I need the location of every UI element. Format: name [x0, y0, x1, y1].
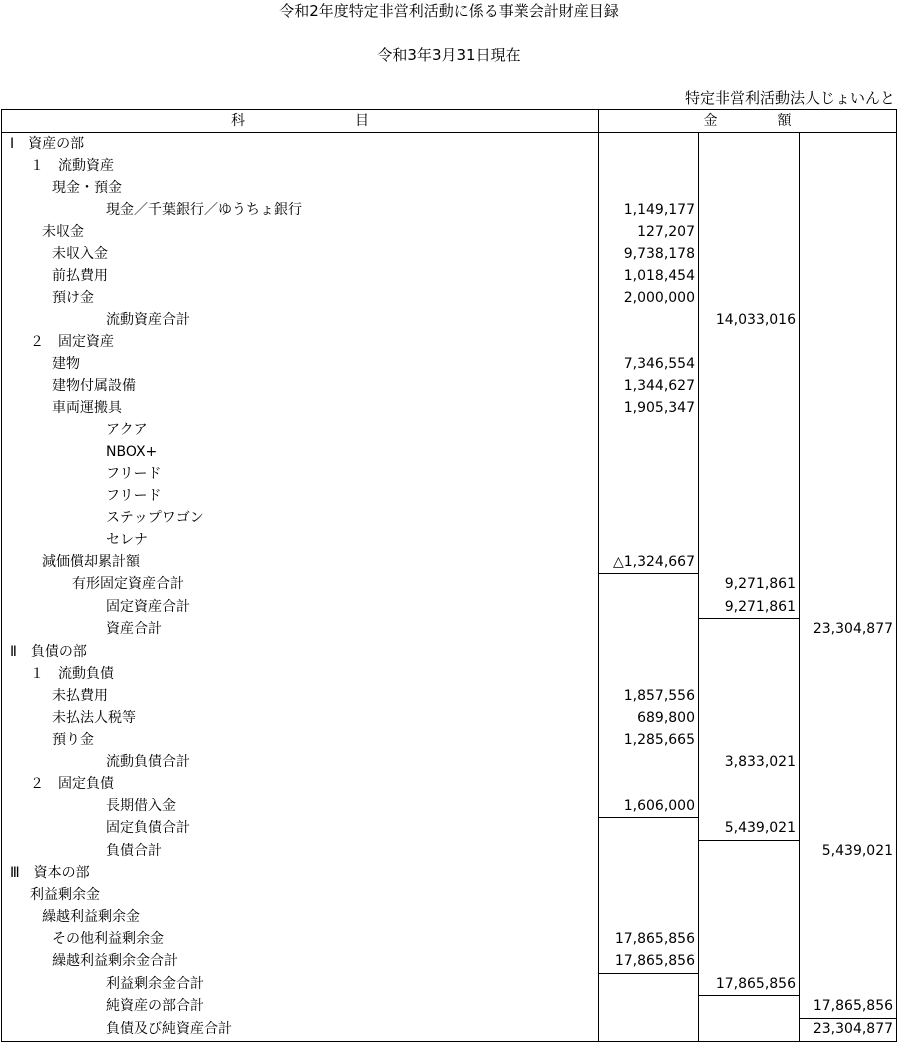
amount-col-2: 17,865,856 — [699, 973, 800, 996]
amount-col-3 — [800, 685, 897, 707]
amount-col-1: 689,800 — [599, 707, 699, 729]
amount-col-2 — [699, 663, 800, 685]
row-label: NBOX+ — [2, 441, 599, 463]
table-row — [2, 751, 897, 773]
property-inventory-table — [1, 109, 897, 1042]
amount-col-3 — [800, 265, 897, 287]
amount-col-3 — [800, 485, 897, 507]
row-label: 長期借入金 — [2, 795, 599, 818]
amount-col-1 — [599, 177, 699, 199]
row-label: 流動資産合計 — [2, 309, 599, 331]
table-row — [2, 795, 897, 818]
amount-col-2 — [699, 243, 800, 265]
amount-col-3 — [800, 707, 897, 729]
amount-col-2 — [699, 907, 800, 929]
amount-col-1 — [599, 885, 699, 907]
table-row — [2, 309, 897, 331]
amount-col-3 — [800, 133, 897, 156]
row-label: アクア — [2, 419, 599, 441]
row-label: 未払費用 — [2, 685, 599, 707]
amount-col-2: 3,833,021 — [699, 751, 800, 773]
row-label: その他利益剰余金 — [2, 929, 599, 951]
amount-col-2 — [699, 929, 800, 951]
row-label: 預け金 — [2, 287, 599, 309]
table-row — [2, 463, 897, 485]
table-row — [2, 485, 897, 507]
amount-col-2 — [699, 729, 800, 751]
table-row — [2, 707, 897, 729]
amount-col-1 — [599, 863, 699, 885]
amount-col-3 — [800, 419, 897, 441]
amount-col-2 — [699, 507, 800, 529]
row-label: セレナ — [2, 529, 599, 551]
amount-col-3 — [800, 199, 897, 221]
table-row — [2, 596, 897, 619]
amount-col-1 — [599, 596, 699, 619]
table-row — [2, 375, 897, 397]
amount-col-1 — [599, 441, 699, 463]
subject-header — [2, 110, 599, 133]
amount-col-2 — [699, 397, 800, 419]
row-label: 未収金 — [2, 221, 599, 243]
table-row — [2, 641, 897, 663]
amount-col-2 — [699, 1018, 800, 1041]
table-row — [2, 331, 897, 353]
amount-col-2: 9,271,861 — [699, 596, 800, 619]
amount-col-3 — [800, 973, 897, 996]
row-label: ２ 固定資産 — [2, 331, 599, 353]
table-row — [2, 199, 897, 221]
amount-col-2 — [699, 840, 800, 863]
row-label: 利益剰余金合計 — [2, 973, 599, 996]
amount-col-2 — [699, 885, 800, 907]
amount-col-2 — [699, 353, 800, 375]
amount-col-2 — [699, 265, 800, 287]
amount-col-3 — [800, 375, 897, 397]
amount-col-1: 17,865,856 — [599, 951, 699, 974]
amount-col-1 — [599, 529, 699, 551]
amount-col-2 — [699, 996, 800, 1019]
amount-col-1 — [599, 419, 699, 441]
amount-col-2: 14,033,016 — [699, 309, 800, 331]
row-label: 預り金 — [2, 729, 599, 751]
table-row — [2, 885, 897, 907]
amount-col-2 — [699, 951, 800, 974]
amount-col-2: 9,271,861 — [699, 574, 800, 597]
amount-col-1: 2,000,000 — [599, 287, 699, 309]
row-label: 現金／千葉銀行／ゆうちょ銀行 — [2, 199, 599, 221]
amount-col-3 — [800, 795, 897, 818]
amount-col-3 — [800, 641, 897, 663]
amount-col-1 — [599, 1018, 699, 1041]
amount-col-1: 1,344,627 — [599, 375, 699, 397]
amount-col-1: 1,285,665 — [599, 729, 699, 751]
organization-name: 特定非営利活動法人じょいんと — [684, 89, 895, 107]
amount-col-3 — [800, 155, 897, 177]
amount-col-1: 1,018,454 — [599, 265, 699, 287]
table-row — [2, 221, 897, 243]
subject-header-char-1: 科 — [231, 112, 245, 129]
amount-col-2 — [699, 199, 800, 221]
amount-col-3 — [800, 243, 897, 265]
row-label: 負債合計 — [2, 840, 599, 863]
table-row — [2, 951, 897, 974]
amount-col-3: 5,439,021 — [800, 840, 897, 863]
row-label: 繰越利益剰余金合計 — [2, 951, 599, 974]
row-label: １ 流動負債 — [2, 663, 599, 685]
amount-col-1: 1,905,347 — [599, 397, 699, 419]
amount-col-2 — [699, 641, 800, 663]
row-label: フリード — [2, 485, 599, 507]
amount-col-2 — [699, 863, 800, 885]
row-label: 利益剰余金 — [2, 885, 599, 907]
amount-col-3 — [800, 397, 897, 419]
amount-col-3 — [800, 309, 897, 331]
amount-col-2 — [699, 155, 800, 177]
amount-col-2 — [699, 221, 800, 243]
table-row — [2, 907, 897, 929]
amount-col-1 — [599, 309, 699, 331]
row-label: 有形固定資産合計 — [2, 574, 599, 597]
amount-col-2 — [699, 551, 800, 574]
amount-col-3 — [800, 773, 897, 795]
amount-col-2 — [699, 287, 800, 309]
amount-col-3 — [800, 907, 897, 929]
amount-col-3 — [800, 551, 897, 574]
table-row — [2, 685, 897, 707]
row-label: Ⅱ 負債の部 — [2, 641, 599, 663]
amount-col-3 — [800, 885, 897, 907]
amount-col-2 — [699, 795, 800, 818]
row-label: 資産合計 — [2, 619, 599, 642]
amount-col-1 — [599, 818, 699, 841]
row-label: Ⅰ 資産の部 — [2, 133, 599, 156]
amount-col-2 — [699, 773, 800, 795]
row-label: Ⅲ 資本の部 — [2, 863, 599, 885]
amount-col-1: △1,324,667 — [599, 551, 699, 574]
table-row — [2, 840, 897, 863]
amount-col-1 — [599, 463, 699, 485]
table-row — [2, 574, 897, 597]
amount-col-2 — [699, 331, 800, 353]
table-row — [2, 1018, 897, 1041]
row-label: 建物付属設備 — [2, 375, 599, 397]
subject-header-char-2: 目 — [355, 112, 369, 129]
amount-col-2 — [699, 177, 800, 199]
row-label: ステップワゴン — [2, 507, 599, 529]
amount-col-1 — [599, 663, 699, 685]
amount-col-2 — [699, 707, 800, 729]
row-label: 負債及び純資産合計 — [2, 1018, 599, 1041]
amount-col-1 — [599, 133, 699, 156]
table-row — [2, 619, 897, 642]
row-label: 車両運搬具 — [2, 397, 599, 419]
amount-header-char-1: 金 — [703, 112, 718, 129]
table-row — [2, 353, 897, 375]
amount-col-1 — [599, 641, 699, 663]
amount-col-3 — [800, 507, 897, 529]
row-label: 繰越利益剰余金 — [2, 907, 599, 929]
amount-col-3 — [800, 729, 897, 751]
table-row — [2, 133, 897, 156]
table-row — [2, 729, 897, 751]
amount-col-2: 5,439,021 — [699, 818, 800, 841]
amount-col-2 — [699, 441, 800, 463]
amount-col-3: 17,865,856 — [800, 996, 897, 1019]
amount-col-1 — [599, 907, 699, 929]
amount-header-char-2: 額 — [777, 112, 792, 129]
amount-col-1 — [599, 973, 699, 996]
amount-col-2 — [699, 485, 800, 507]
amount-col-1: 1,606,000 — [599, 795, 699, 818]
amount-col-3 — [800, 574, 897, 597]
table-row — [2, 419, 897, 441]
amount-col-3 — [800, 441, 897, 463]
table-row — [2, 973, 897, 996]
table-row — [2, 397, 897, 419]
amount-col-1 — [599, 485, 699, 507]
amount-col-3 — [800, 818, 897, 841]
row-label: 建物 — [2, 353, 599, 375]
table-row — [2, 996, 897, 1019]
amount-col-1 — [599, 773, 699, 795]
amount-col-3 — [800, 331, 897, 353]
row-label: 固定負債合計 — [2, 818, 599, 841]
row-label: 固定資産合計 — [2, 596, 599, 619]
amount-col-3 — [800, 596, 897, 619]
table-row — [2, 818, 897, 841]
amount-col-2 — [699, 419, 800, 441]
amount-col-1: 7,346,554 — [599, 353, 699, 375]
amount-col-3: 23,304,877 — [800, 1018, 897, 1041]
amount-col-1: 17,865,856 — [599, 929, 699, 951]
table-row — [2, 177, 897, 199]
amount-col-2 — [699, 529, 800, 551]
amount-col-3 — [800, 221, 897, 243]
row-label: フリード — [2, 463, 599, 485]
amount-header — [599, 110, 897, 133]
amount-col-1 — [599, 751, 699, 773]
amount-col-1 — [599, 155, 699, 177]
amount-col-3 — [800, 177, 897, 199]
amount-col-1 — [599, 619, 699, 642]
table-row — [2, 243, 897, 265]
amount-col-1 — [599, 507, 699, 529]
amount-col-3 — [800, 751, 897, 773]
table-row — [2, 773, 897, 795]
amount-col-3 — [800, 287, 897, 309]
amount-col-1: 1,857,556 — [599, 685, 699, 707]
table-row — [2, 441, 897, 463]
amount-col-1: 1,149,177 — [599, 199, 699, 221]
amount-col-2 — [699, 463, 800, 485]
row-label: 減価償却累計額 — [2, 551, 599, 574]
amount-col-3 — [800, 463, 897, 485]
amount-col-3 — [800, 663, 897, 685]
amount-col-3 — [800, 529, 897, 551]
table-row — [2, 663, 897, 685]
amount-col-3 — [800, 929, 897, 951]
table-row — [2, 551, 897, 574]
table-row — [2, 863, 897, 885]
row-label: 現金・預金 — [2, 177, 599, 199]
amount-col-1 — [599, 574, 699, 597]
row-label: １ 流動資産 — [2, 155, 599, 177]
amount-col-1: 127,207 — [599, 221, 699, 243]
amount-col-1 — [599, 840, 699, 863]
amount-col-1: 9,738,178 — [599, 243, 699, 265]
amount-col-1 — [599, 331, 699, 353]
document-title: 令和2年度特定非営利活動に係る事業会計財産目録 — [279, 2, 619, 20]
table-row — [2, 929, 897, 951]
row-label: ２ 固定負債 — [2, 773, 599, 795]
amount-col-3 — [800, 951, 897, 974]
table-row — [2, 155, 897, 177]
amount-col-2 — [699, 619, 800, 642]
amount-col-3: 23,304,877 — [800, 619, 897, 642]
amount-col-2 — [699, 685, 800, 707]
document-date: 令和3年3月31日現在 — [377, 46, 521, 64]
table-row — [2, 529, 897, 551]
amount-col-1 — [599, 996, 699, 1019]
amount-col-3 — [800, 863, 897, 885]
row-label: 流動負債合計 — [2, 751, 599, 773]
table-row — [2, 507, 897, 529]
row-label: 前払費用 — [2, 265, 599, 287]
table-row — [2, 265, 897, 287]
table-row — [2, 287, 897, 309]
amount-col-3 — [800, 353, 897, 375]
row-label: 純資産の部合計 — [2, 996, 599, 1019]
amount-col-2 — [699, 133, 800, 156]
table-header-row — [2, 110, 897, 133]
row-label: 未払法人税等 — [2, 707, 599, 729]
amount-col-2 — [699, 375, 800, 397]
row-label: 未収入金 — [2, 243, 599, 265]
